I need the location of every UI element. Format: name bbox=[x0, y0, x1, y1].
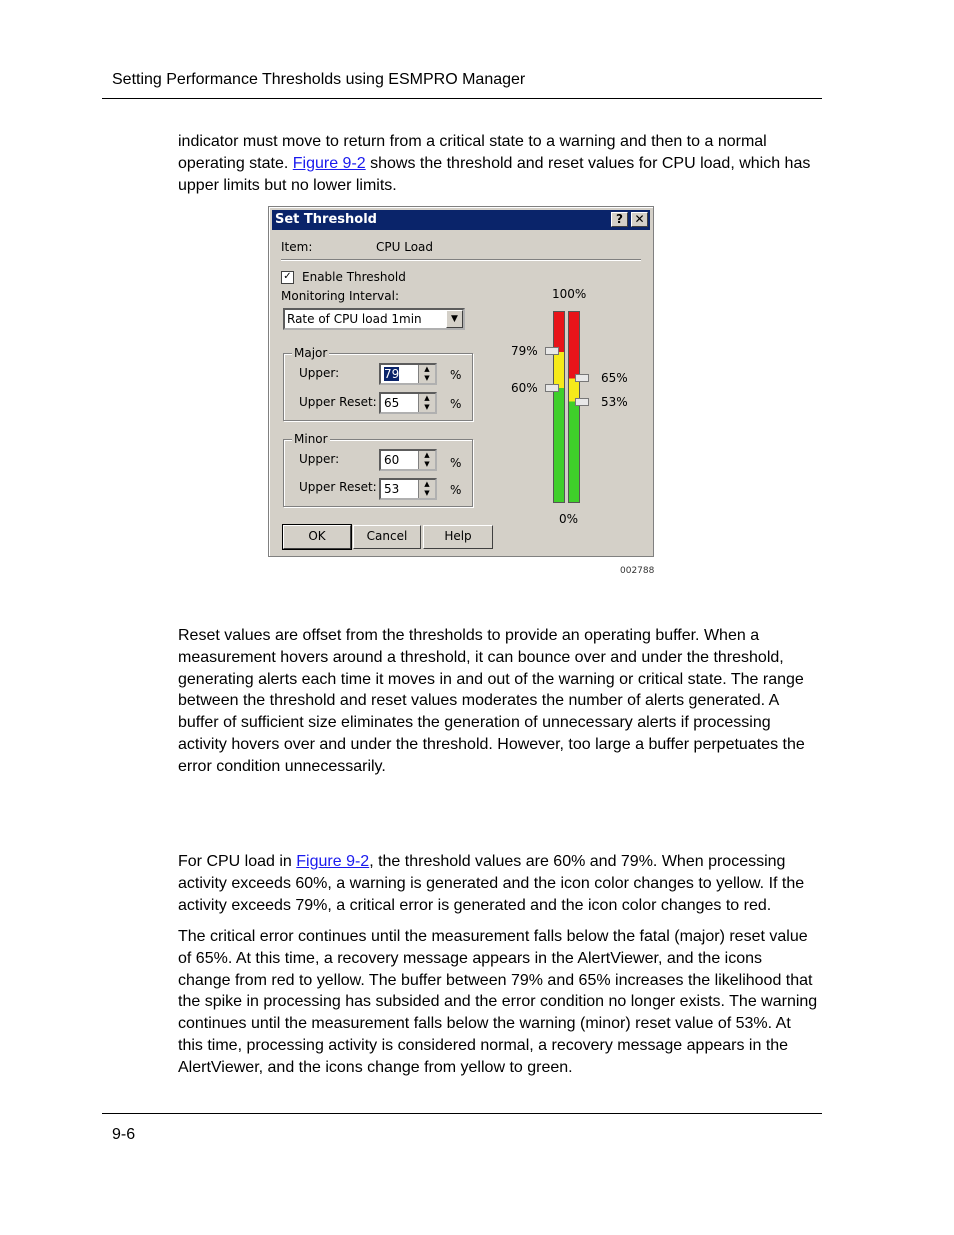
help-button[interactable]: Help bbox=[423, 525, 493, 549]
dialog-titlebar bbox=[272, 210, 650, 230]
spin-arrows-icon[interactable]: ▲ ▼ bbox=[418, 480, 435, 498]
percent-label: % bbox=[450, 456, 462, 470]
item-value: CPU Load bbox=[376, 240, 433, 254]
close-icon[interactable]: ✕ bbox=[631, 212, 648, 227]
figure-link[interactable]: Figure 9-2 bbox=[296, 853, 370, 870]
figure-link[interactable]: Figure 9-2 bbox=[292, 154, 366, 172]
threshold-text-2: , the threshold values are 60% and 79%. When processing activity exceeds 60%, a warning is generated and the icon color changes to yellow. If the activity exceeds 79%, a critical error is generated and the icon color changes to red. bbox=[178, 853, 805, 914]
intro-text-1: indicator must move to return from a critical state to a warning and then to a normal operating state. bbox=[178, 133, 767, 172]
major-upper-label: Upper: bbox=[299, 366, 340, 380]
major-reset-slider[interactable] bbox=[575, 374, 589, 382]
gauge-65-label: 65% bbox=[601, 371, 628, 385]
minor-upper-reset-label: Upper Reset: bbox=[299, 480, 377, 494]
percent-label: % bbox=[450, 368, 462, 382]
percent-label: % bbox=[450, 483, 462, 497]
gauge-53-label: 53% bbox=[601, 395, 628, 409]
spin-arrows-icon[interactable]: ▲ ▼ bbox=[418, 451, 435, 469]
enable-threshold-label: Enable Threshold bbox=[302, 270, 406, 284]
item-label: Item: bbox=[281, 240, 313, 254]
gauge-60-label: 60% bbox=[511, 381, 538, 395]
buffer-paragraph: Reset values are offset from the thresholds to provide an operating buffer. When a measurement hovers around a threshold, it can bounce over and under the threshold, generating alerts each time it moves in and out of the warning or critical state. The range between the threshold and reset values moderates the number of alerts generated. A buffer of sufficient size eliminates the generation of unnecessary alerts if processing activity hovers over and under the threshold. However, too large a buffer perpetuates the error condition unnecessarily. bbox=[178, 627, 805, 775]
intro-paragraph bbox=[178, 131, 818, 196]
major-upper-slider[interactable] bbox=[545, 347, 559, 355]
percent-label: % bbox=[450, 397, 462, 411]
minor-reset-slider[interactable] bbox=[575, 398, 589, 406]
spin-arrows-icon[interactable]: ▲ ▼ bbox=[418, 365, 435, 383]
set-threshold-dialog bbox=[268, 206, 654, 557]
major-upper-reset-value: 65 bbox=[384, 396, 400, 410]
cancel-button[interactable]: Cancel bbox=[353, 525, 421, 549]
figure-id: 002788 bbox=[620, 566, 655, 576]
ok-button[interactable]: OK bbox=[283, 525, 351, 549]
gauge-top-label: 100% bbox=[552, 287, 587, 301]
recovery-paragraph: The critical error continues until the measurement falls below the fatal (major) reset value of 65%. At this time, a recovery message appears in the AlertViewer, and the icons change from red to yellow. The buffer between 79% and 65% increases the likelihood that the spike in processing has subsided and the error condition no longer exists. The warning continues until the measurement falls below the warning (minor) reset value of 53%. At this time, processing activity is considered normal, a recovery message appears in the AlertViewer, and the icons change from yellow to green. bbox=[178, 928, 818, 1076]
gauge-79-label: 79% bbox=[511, 344, 538, 358]
minor-upper-label: Upper: bbox=[299, 452, 340, 466]
minor-upper-value: 60 bbox=[384, 453, 400, 467]
minor-upper-slider[interactable] bbox=[545, 384, 559, 392]
minor-upper-spinner[interactable] bbox=[379, 449, 437, 471]
chevron-down-icon[interactable]: ▼ bbox=[446, 310, 463, 328]
minor-upper-reset-value: 53 bbox=[384, 482, 400, 496]
major-upper-reset-spinner[interactable] bbox=[379, 392, 437, 414]
major-group-title: Major bbox=[294, 346, 328, 360]
major-threshold-bar bbox=[553, 311, 565, 503]
enable-threshold-checkbox[interactable]: ✓ bbox=[281, 271, 294, 284]
major-group bbox=[283, 346, 473, 421]
monitoring-interval-value: Rate of CPU load 1min bbox=[287, 312, 422, 326]
minor-group-title: Minor bbox=[294, 432, 328, 446]
spin-arrows-icon[interactable]: ▲ ▼ bbox=[418, 394, 435, 412]
gauge-bottom-label: 0% bbox=[559, 512, 579, 526]
major-upper-reset-label: Upper Reset: bbox=[299, 395, 377, 409]
monitoring-interval-select[interactable] bbox=[283, 308, 465, 330]
threshold-text-1: For CPU load in bbox=[178, 853, 297, 870]
minor-threshold-bar bbox=[568, 311, 580, 503]
minor-upper-reset-spinner[interactable] bbox=[379, 478, 437, 500]
dialog-title: Set Threshold bbox=[275, 212, 377, 227]
monitoring-interval-label: Monitoring Interval: bbox=[281, 289, 399, 303]
item-divider bbox=[281, 259, 641, 261]
minor-group bbox=[283, 432, 473, 507]
major-upper-value: 79 bbox=[384, 367, 400, 381]
major-upper-spinner[interactable] bbox=[379, 363, 437, 385]
threshold-paragraph bbox=[178, 851, 818, 916]
help-icon[interactable]: ? bbox=[611, 212, 628, 227]
page-number: 9-6 bbox=[112, 1126, 136, 1143]
intro-text-2: shows the threshold and reset values for CPU load, which has upper limits but no lower limits. bbox=[178, 154, 811, 194]
header-rule bbox=[102, 98, 822, 99]
running-header: Setting Performance Thresholds using ESMPRO Manager bbox=[112, 71, 526, 88]
footer-rule bbox=[102, 1113, 822, 1114]
